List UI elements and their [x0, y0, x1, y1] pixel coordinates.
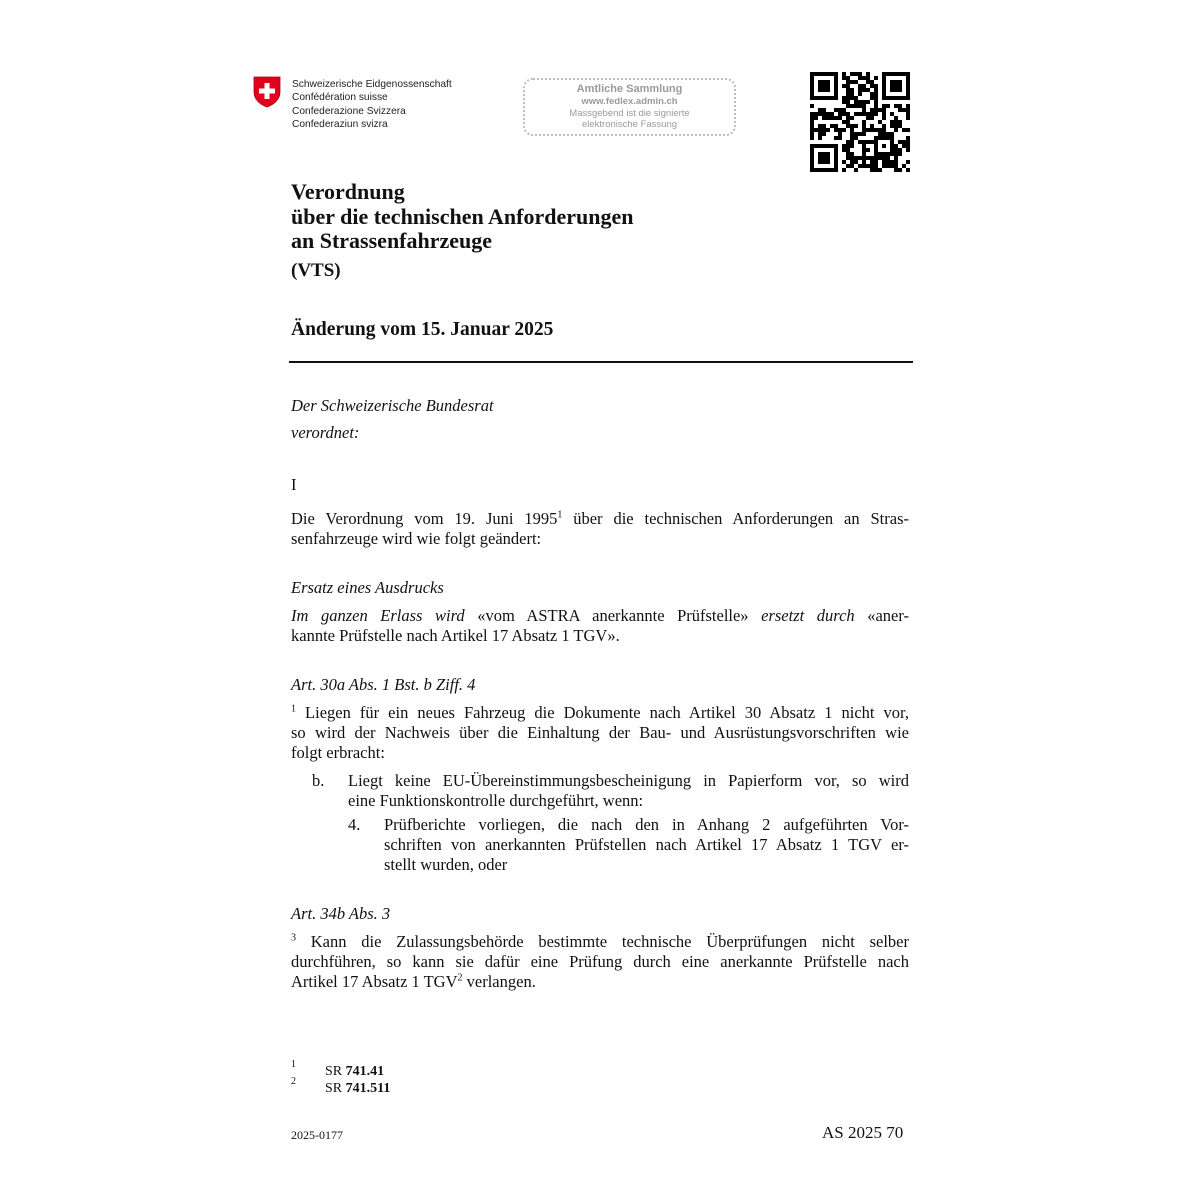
item-4-label: 4.: [348, 815, 361, 834]
item-4: [384, 815, 909, 876]
footnote-2: [291, 1076, 391, 1097]
replace-text-a: Im ganzen Erlass wird: [291, 606, 465, 625]
art34b-paragraph: [291, 932, 909, 993]
official-collection-stamp: [523, 78, 736, 136]
art34b-line-3: [291, 972, 909, 992]
as-reference: AS 2025 70: [822, 1123, 904, 1142]
preamble: [291, 392, 494, 446]
title-line-3: an Strassenfahrzeuge: [291, 228, 493, 253]
stamp-note-1: Massgebend ist die signierte: [569, 108, 690, 119]
intro-text-2: über die technischen Anforderungen an Stras-: [562, 509, 909, 528]
item-4-line-3: stellt wurden, oder: [384, 855, 508, 875]
item-b-line-1: Liegt keine EU-Übereinstimmungsbescheinigung in Papierform vor, so wird: [348, 771, 909, 790]
qr-code-icon: [810, 72, 910, 172]
art30a-line-3: folgt erbracht:: [291, 743, 385, 763]
footnote-text: [325, 1080, 390, 1097]
replace-text-c: ersetzt durch: [761, 606, 855, 625]
art34b-text-1: Kann die Zulassungsbehörde bestimmte technische Überprüfungen nicht selber: [296, 932, 909, 951]
art30a-text-1: Liegen für ein neues Fahrzeug die Dokumente nach Artikel 30 Absatz 1 nicht vor,: [296, 703, 909, 722]
stamp-url: www.fedlex.admin.ch: [581, 96, 678, 107]
footnote-text: [325, 1063, 384, 1080]
intro-line-2: senfahrzeuge wird wie folgt geändert:: [291, 529, 542, 549]
footnote-prefix: SR: [325, 1064, 346, 1079]
preamble-line-2: verordnet:: [291, 423, 360, 442]
replace-heading: Ersatz eines Ausdrucks: [291, 578, 444, 597]
paragraph-number: 3: [291, 932, 296, 944]
swiss-coat-of-arms-icon: [253, 76, 281, 108]
footnote-sr-link[interactable]: 741.41: [345, 1064, 385, 1079]
replace-paragraph: [291, 606, 909, 646]
confederation-names: [292, 78, 452, 132]
intro-line-1: [291, 509, 909, 529]
item-b-label: b.: [312, 771, 325, 790]
item-4-line-1: Prüfberichte vorliegen, die nach den in Anhang 2 aufgeführten Vor-: [384, 815, 909, 834]
footnote-prefix: SR: [325, 1081, 346, 1096]
art30a-paragraph: [291, 703, 909, 764]
replace-line-1: [291, 606, 909, 626]
confederation-name-it: Confederazione Svizzera: [292, 105, 406, 117]
footnote-number: 1: [291, 1059, 296, 1071]
confederation-name-de: Schweizerische Eidgenossenschaft: [292, 79, 452, 90]
confederation-name-fr: Confédération suisse: [292, 92, 388, 104]
title-line-1: Verordnung: [291, 179, 405, 204]
art30a-line-1: [291, 703, 909, 723]
title-line-2: über die technischen Anforderungen: [291, 203, 634, 229]
section-marker: I: [291, 475, 297, 494]
art30a-line-2: so wird der Nachweis über die Einhaltung der Bau- und Ausrüstungsvorschriften wie: [291, 723, 909, 743]
intro-text-1: Die Verordnung vom 19. Juni 1995: [291, 509, 558, 528]
art34b-text-3a: Artikel 17 Absatz 1 TGV: [291, 972, 458, 992]
intro-paragraph: [291, 509, 909, 549]
stamp-title: Amtliche Sammlung: [576, 83, 683, 95]
stamp-note-2: elektronische Fassung: [581, 119, 678, 130]
title-divider: [289, 361, 913, 363]
preamble-line-1: Der Schweizerische Bundesrat: [291, 396, 494, 415]
amendment-date: Änderung vom 15. Januar 2025: [291, 319, 554, 340]
footnote-ref-2[interactable]: 2: [457, 972, 463, 984]
art34b-line-2: durchführen, so kann sie dafür eine Prüfung durch eine anerkannte Prüfstelle nach: [291, 952, 909, 972]
replace-line-2: kannte Prüfstelle nach Artikel 17 Absatz 1 TGV».: [291, 626, 620, 646]
item-b-line-2: eine Funktionskontrolle durchgeführt, wenn:: [348, 791, 644, 811]
art30a-heading: Art. 30a Abs. 1 Bst. b Ziff. 4: [291, 675, 476, 694]
title-abbreviation: (VTS): [291, 260, 341, 281]
replace-text-d: «aner-: [854, 606, 909, 625]
art34b-heading: Art. 34b Abs. 3: [291, 904, 391, 923]
footnote-ref-1[interactable]: 1: [557, 509, 563, 521]
art34b-text-3b: verlangen.: [462, 972, 536, 992]
item-4-line-2: schriften von anerkannten Prüfstellen nach Artikel 17 Absatz 1 TGV er-: [384, 835, 909, 855]
art34b-line-1: [291, 932, 909, 952]
document-number: 2025-0177: [291, 1128, 343, 1142]
footnote-sr-link[interactable]: 741.511: [345, 1081, 391, 1096]
confederation-name-rm: Confederaziun svizra: [292, 119, 388, 131]
footnote-number: 2: [291, 1076, 296, 1088]
replace-text-b: «vom ASTRA anerkannte Prüfstelle»: [464, 606, 762, 625]
paragraph-number: 1: [291, 703, 296, 715]
document-title: [291, 180, 633, 254]
item-b: [348, 771, 909, 811]
